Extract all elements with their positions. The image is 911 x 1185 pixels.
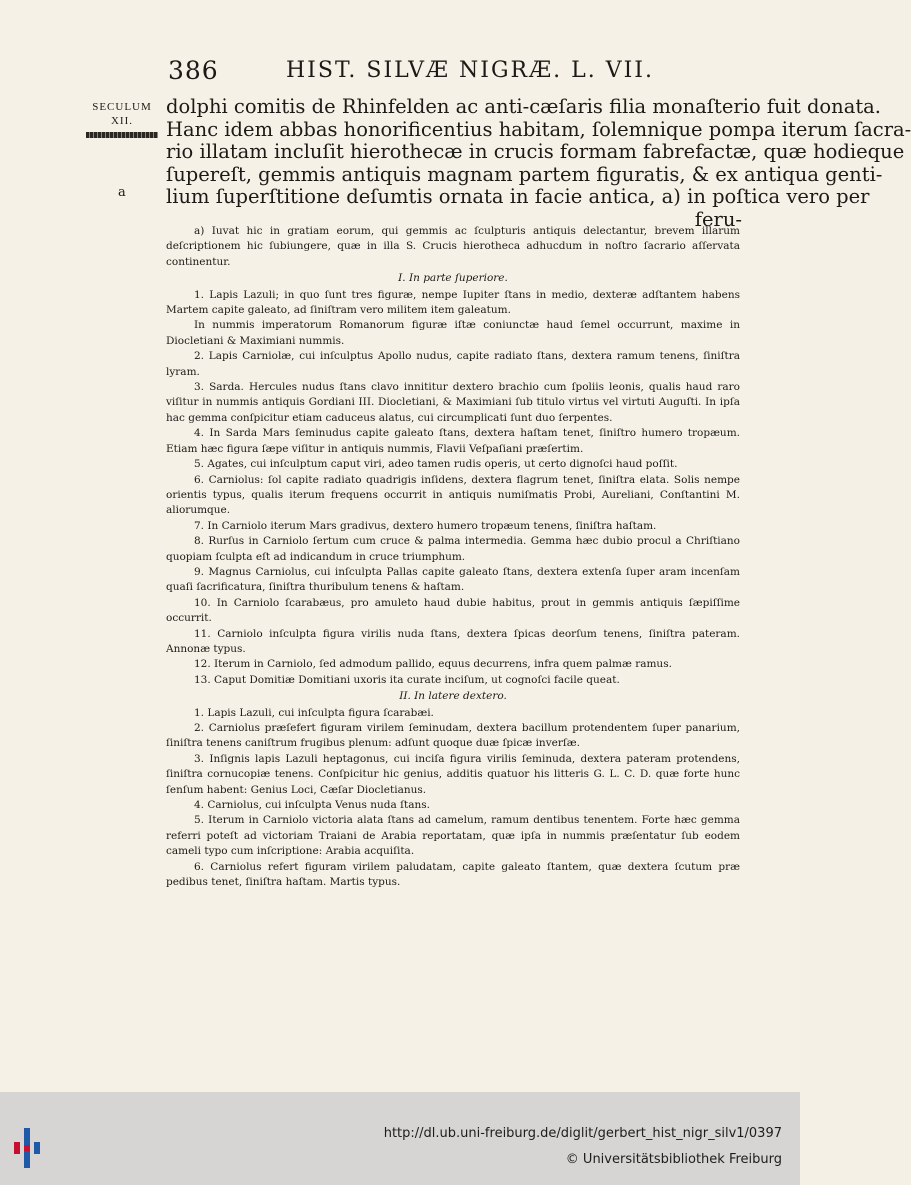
list-item: 9. Magnus Carniolus, cui inſculpta Pallas capite galeato ſtans, dextera extenſa ſuper aram incenſam quaſi ſacrificatura, ſiniſtra thuribulum tenens & haſtam. [166, 565, 740, 594]
list-item: 3. Sarda. Hercules nudus ſtans clavo innititur dextero brachio cum ſpoliis leonis, qualis haud raro viſitur in nummis antiquis Gordiani III. Diocletiani, & Maximiani ſub titulo virtus vel virtuti Auguſti. In ipſa hac gemma conſpicitur etiam caduceus alatus, cui circumplicati ſunt duo ſerpentes. [166, 381, 740, 424]
main-line: rio illatam incluſit hierothecæ in crucis formam fabrefactæ, quæ hodieque [166, 140, 905, 163]
main-text [166, 95, 911, 231]
margin-seculum-number: XII. [110, 115, 134, 127]
main-line: ſupereſt, gemmis antiquis magnam partem figuratis, & ex antiqua genti- [166, 162, 883, 186]
list-item: 3. Inſignis lapis Lazuli heptagonus, cui inciſa figura virilis ſeminuda, dextera pateram protendens, ſiniſtra cornucopiæ tenens. Conſpicitur hic genius, additis quatuor his litteris G. L. C. D. quæ forte hunc ſenſum habent: Genius Loci, Cæſar Diocletianus. [166, 752, 740, 796]
running-title: HIST. SILVÆ NIGRÆ. L. VII. [286, 58, 654, 83]
list-item: 5. Agates, cui inſculptum caput viri, adeo tamen rudis operis, ut certo dignoſci haud poſſit. [194, 458, 678, 471]
section-heading-superior: I. In parte ſuperiore. [398, 272, 508, 285]
margin-note-seculum [82, 100, 162, 138]
footnotes [166, 224, 740, 890]
list-item: 2. Carniolus præſefert figuram virilem ſeminudam, dextera bacillum protendentem ſuper panarium, ſiniſtra tenens caniſtrum frugibus plenum: adſunt quoque duæ ſpicæ inverſæ. [166, 722, 740, 750]
list-item: 4. Carniolus, cui inſculpta Venus nuda ſtans. [194, 799, 430, 812]
list-item: 11. Carniolo inſculpta figura virilis nuda ſtans, dextera ſpicas deorſum tenens, ſiniſtra pateram. Annonæ typus. [166, 627, 740, 655]
margin-seculum-label: SECULUM [92, 101, 152, 113]
main-line-catchword: feru- [694, 207, 742, 231]
footnote-intro: a) Iuvat hic in gratiam eorum, qui gemmis ac ſculpturis antiquis delectantur, brevem illarum deſcriptionem hic ſubiungere, quæ in illa S. Crucis hierotheca adhucdum in noſtro ſacrario aſſervata continentur. [166, 225, 740, 268]
main-line: dolphi comitis de Rhinfelden ac anti-cæſaris filia monaſterio fuit donata. [166, 95, 882, 118]
page-header [0, 56, 800, 92]
list-item: 2. Lapis Carniolæ, cui inſculptus Apollo nudus, capite radiato ſtans, dextera ramum tenens, ſiniſtra lyram. [166, 350, 740, 378]
list-item: 4. In Sarda Mars ſeminudus capite galeato ſtans, dextera haſtam tenet, ſiniſtro humero tropæum. Etiam hæc figura ſæpe viſitur in antiquis nummis, Flavii Veſpaſiani præſertim. [166, 427, 740, 455]
permalink-url[interactable]: http://dl.ub.uni-freiburg.de/diglit/gerbert_hist_nigr_silv1/0397 [383, 1126, 782, 1141]
list-item: 8. Rurſus in Carniolo ſertum cum cruce & palma intermedia. Gemma hæc dubio procul a Chriſtiano quopiam ſculpta eſt ad indicandum in cruce triumphum. [166, 535, 740, 563]
library-logo-icon[interactable] [14, 1128, 40, 1168]
list-item: 1. Lapis Lazuli, cui inſculpta figura ſcarabæi. [194, 706, 434, 719]
list-item: 1. Lapis Lazuli; in quo ſunt tres figuræ, nempe Iupiter ſtans in medio, dexteræ adſtantem habens Martem capite galeato, ad ſiniſtram vero militem item galeatum. [166, 288, 740, 317]
list-item: 10. In Carniolo ſcarabæus, pro amuleto haud dubie habitus, prout in gemmis antiquis ſæpiſſime occurrit. [166, 596, 740, 625]
list-item: 12. Iterum in Carniolo, ſed admodum pallido, equus decurrens, infra quem palmæ ramus. [194, 658, 672, 671]
copyright-credit: © Universitätsbibliothek Freiburg [565, 1152, 782, 1167]
viewer-footer [0, 1092, 800, 1185]
page-number: 386 [168, 56, 219, 85]
list-item: In nummis imperatorum Romanorum figuræ iſtæ coniunctæ haud ſemel occurrunt, maxime in Diocletiani & Maximiani nummis. [166, 319, 740, 347]
section-heading-dextero: II. In latere dextero. [399, 690, 507, 703]
list-item: 5. Iterum in Carniolo victoria alata ſtans ad camelum, ramum dentibus tenentem. Forte hæc gemma referri poteſt ad victoriam Traiani de Arabia reportatam, quæ ipſa in nummis præſentatur ſub eodem cameli typo cum inſcriptione: Arabia acquiſita. [166, 814, 740, 858]
margin-rule [86, 132, 158, 138]
list-item: 6. Carniolus: ſol capite radiato quadrigis inſidens, dextera flagrum tenet, ſiniſtra elata. Solis nempe orientis typus, qualis iterum frequens occurrit in antiquis numiſmatis Probi, Aureliani, Conſtantini M. aliorumque. [166, 473, 740, 517]
list-item: 7. In Carniolo iterum Mars gradivus, dextero humero tropæum tenens, ſiniſtra haſtam. [194, 519, 657, 532]
main-line: lium ſuperſtitione deſumtis ornata in facie antica, a) in poſtica vero per [166, 185, 870, 208]
margin-note-ref: a [118, 185, 126, 200]
list-item: 13. Caput Domitiæ Domitiani uxoris ita curate inciſum, ut cognoſci facile queat. [194, 673, 620, 686]
list-item: 6. Carniolus refert figuram virilem paludatam, capite galeato ſtantem, quæ dextera ſcutum præ pedibus tenet, ſiniſtra haſtam. Martis typus. [166, 860, 740, 889]
main-line: Hanc idem abbas honorificentius habitam, ſolemnique pompa iterum ſacra- [166, 117, 911, 141]
